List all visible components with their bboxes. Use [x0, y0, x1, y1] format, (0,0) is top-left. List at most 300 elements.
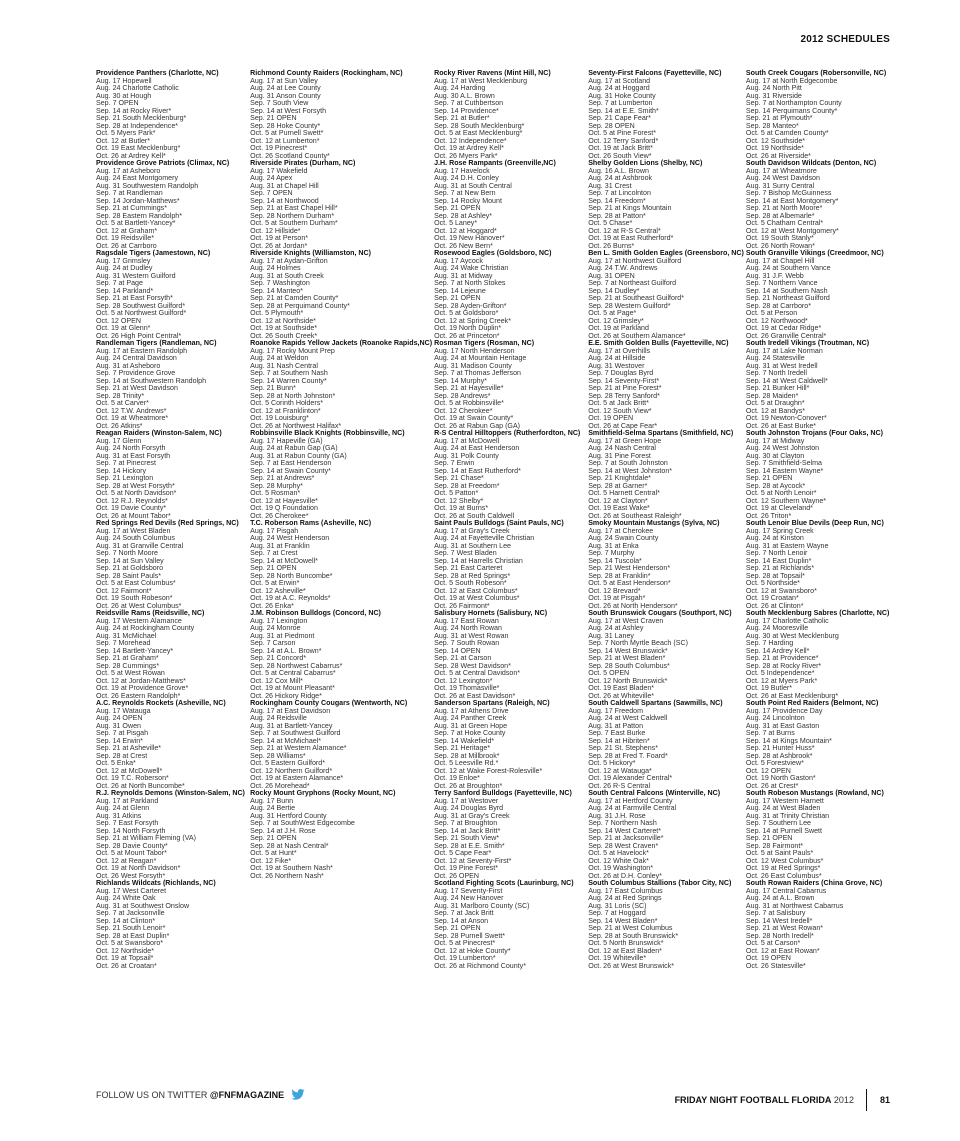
- game-row: Aug. 24 at Kinston: [745, 534, 804, 542]
- game-row: Aug. 17 at Lake Norman: [745, 346, 823, 355]
- team-name: Ben L. Smith Golden Eagles (Greensboro, NC): [588, 249, 744, 257]
- game-row: Sep. 7 Carson: [250, 639, 296, 647]
- game-row: Aug. 17 at Westover: [434, 796, 499, 805]
- team-name: T.C. Roberson Rams (Asheville, NC): [250, 519, 372, 527]
- game-row: Oct. 12 at Hoggard*: [434, 226, 497, 235]
- team-name: Providence Panthers (Charlotte, NC): [96, 69, 219, 77]
- twitter-handle[interactable]: @FNFMAGAZINE: [209, 1090, 285, 1100]
- game-row: Sep. 7 at Randleman: [96, 189, 163, 197]
- game-row: Oct. 26 at Crest*: [745, 781, 799, 790]
- game-row: Sep. 28 at Ashley*: [434, 211, 493, 220]
- game-row: Oct. 26 East Columbus*: [745, 871, 822, 880]
- game-row: Oct. 5 at North Lenoir*: [745, 489, 817, 497]
- game-row: Oct. 12 at Jordan-Matthews*: [96, 676, 186, 685]
- game-row: Oct. 5 at East Henderson*: [588, 579, 671, 587]
- game-row: Sep. 28 Hoke County*: [250, 121, 321, 130]
- team-schedule: [250, 430, 432, 520]
- schedule-column: [588, 70, 744, 1055]
- game-row: Oct. 5 Forestview*: [745, 759, 804, 767]
- game-row: Aug. 24 at Rabun Gap (GA): [250, 444, 338, 452]
- team-schedule: [746, 700, 898, 790]
- game-row: Sep. 7 at North Stokes: [434, 279, 506, 287]
- game-row: Sep. 21 at North Moore*: [745, 204, 823, 212]
- game-row: Aug. 24 at Ashley: [588, 624, 644, 632]
- game-row: Oct. 5 at Pine Forest*: [588, 129, 657, 137]
- game-row: Sep. 28 at South Brunswick*: [588, 931, 679, 940]
- game-row: Aug. 17 at West Mecklenburg: [434, 76, 528, 85]
- game-row: Sep. 7 at Hoke County: [434, 729, 506, 737]
- team-schedule: [434, 250, 586, 340]
- game-row: Aug. 24 West Davidson: [745, 174, 820, 182]
- game-row: Aug. 17 Havelock: [434, 166, 490, 175]
- team-name: South Rowan Raiders (China Grove, NC): [745, 879, 883, 887]
- game-row: Sep. 28 Maiden*: [745, 391, 799, 400]
- page-header: 2012 SCHEDULES: [800, 34, 890, 45]
- team-schedule: [96, 700, 248, 790]
- twitter-bird-icon[interactable]: [291, 1089, 305, 1100]
- game-row: Sep. 21 Bunker Hill*: [745, 384, 810, 392]
- game-row: Sep. 28 OPEN: [588, 121, 635, 130]
- team-schedule: [588, 160, 744, 250]
- game-row: Sep. 14 East Duplin*: [745, 556, 812, 565]
- game-row: Aug. 17 at Sun Valley: [250, 76, 318, 85]
- game-row: Aug. 24 OPEN: [96, 714, 143, 722]
- game-row: Sep. 28 at West Forsyth*: [96, 481, 175, 490]
- game-row: Sep. 21 at Providence*: [745, 654, 819, 662]
- game-row: Sep. 21 South View*: [434, 834, 500, 842]
- game-row: Oct. 5 Corinth Holders*: [250, 399, 324, 407]
- game-row: Aug. 17 at Cherokee: [588, 526, 654, 535]
- game-row: Aug. 24 White Oak: [96, 894, 156, 902]
- team-name: South Granville Vikings (Creedmoor, NC): [745, 249, 884, 257]
- game-row: Sep. 14 at West Forsyth: [250, 106, 327, 115]
- game-row: Sep. 28 at Crest: [96, 751, 148, 760]
- game-row: Sep. 7 at Thomas Jefferson: [434, 369, 521, 377]
- game-row: Aug. 24 Holmes: [250, 264, 301, 272]
- game-row: Aug. 31 at Granville Central: [96, 541, 184, 550]
- game-row: Aug. 31 at Midway: [434, 271, 493, 280]
- team-name: South Creek Cougars (Robersonville, NC): [745, 69, 887, 77]
- game-row: Sep. 7 Northern Vance: [745, 279, 818, 287]
- game-row: Oct. 26 at Riverside*: [745, 151, 811, 160]
- game-row: Oct. 12 Southern Wayne*: [745, 496, 827, 505]
- game-row: Aug. 24 Nash Central: [588, 444, 657, 452]
- game-row: Oct. 12 Independence*: [434, 136, 507, 145]
- game-row: Aug. 17 Watauga: [96, 706, 151, 715]
- game-row: Oct. 12 Hillside*: [250, 226, 301, 235]
- game-row: Oct. 12 T.W. Andrews*: [96, 406, 167, 415]
- game-row: Oct. 12 at Bandys*: [745, 406, 806, 415]
- team-name: Ragsdale Tigers (Jamestown, NC): [96, 249, 211, 257]
- game-row: Aug. 17 West Carteret: [96, 886, 167, 895]
- team-name: South Columbus Stallions (Tabor City, NC): [588, 879, 732, 887]
- team-name: South Central Falcons (Winterville, NC): [588, 789, 721, 797]
- schedule-column: [746, 70, 898, 1055]
- game-row: Oct. 19 at Jack Britt*: [588, 144, 653, 152]
- game-row: Oct. 19 at East Rutherford*: [588, 234, 674, 242]
- game-row: Sep. 7 at SouthWest Edgecombe: [250, 819, 355, 827]
- game-row: Oct. 26 at South Caldwell: [434, 511, 515, 520]
- game-row: Aug. 31 Southwestern Randolph: [96, 181, 199, 190]
- game-row: Sep. 14 at Northwood: [250, 196, 319, 205]
- team-name: Reidsville Rams (Reidsville, NC): [96, 609, 205, 617]
- game-row: Sep. 28 West Craven*: [588, 841, 659, 850]
- game-row: Aug. 17 Wakefield: [250, 166, 308, 175]
- game-row: Oct. 5 Enka*: [96, 759, 136, 767]
- game-row: Aug. 31 Loris (SC): [588, 901, 647, 910]
- game-row: Sep. 28 at Ashbrook*: [745, 751, 813, 760]
- game-row: Aug. 24 at West Bladen: [745, 804, 821, 812]
- game-row: Aug. 24 East Montgomery: [96, 174, 179, 182]
- footer-divider: [866, 1089, 867, 1111]
- game-row: Sep. 7 at Lumberton: [588, 99, 653, 107]
- game-row: Oct. 5 at Hunt*: [250, 849, 297, 857]
- game-row: Sep. 7 at Southwest Guilford: [250, 729, 341, 737]
- game-row: Aug. 31 at Rabun County (GA): [250, 451, 347, 460]
- game-row: Sep. 28 at Aycock*: [745, 481, 806, 490]
- game-row: Sep. 28 at Garner*: [588, 481, 648, 490]
- game-row: Sep. 14 Wakefield*: [434, 736, 495, 745]
- game-row: Oct. 5 at Central Cabarrus*: [250, 669, 336, 677]
- team-name: Rockingham County Cougars (Wentworth, NC): [250, 699, 408, 707]
- schedule-column: [250, 70, 432, 1055]
- game-row: Sep. 7 Washington: [250, 279, 310, 287]
- game-row: Aug. 17 at Parkland: [96, 796, 159, 805]
- game-row: Aug. 31 at Asheboro: [96, 361, 161, 370]
- game-row: Sep. 7 North Myrtle Beach (SC): [588, 639, 688, 647]
- game-row: Sep. 7 at Burns: [745, 729, 795, 737]
- team-name: Scotland Fighting Scots (Laurinburg, NC): [434, 879, 574, 887]
- game-row: Sep. 28 West Davidson*: [434, 661, 511, 670]
- game-row: Oct. 5 Hickory*: [588, 759, 636, 767]
- game-row: Sep. 7 East Burke: [588, 729, 646, 737]
- team-name: Riverside Pirates (Durham, NC): [250, 159, 356, 167]
- game-row: Oct. 5 at East Columbus*: [96, 579, 176, 587]
- game-row: Sep. 21 at Camden County*: [250, 294, 339, 302]
- game-row: Sep. 7 West Bladen: [434, 549, 497, 557]
- game-row: Sep. 21 at Western Alamance*: [250, 744, 347, 752]
- game-row: Sep. 21 OPEN: [745, 834, 793, 842]
- game-row: Sep. 7 at East Henderson: [250, 459, 332, 467]
- team-name: South Robeson Mustangs (Rowland, NC): [745, 789, 884, 797]
- game-row: Sep. 7 Southern Lee: [745, 819, 811, 827]
- team-name: R.J. Reynolds Demons (Winston-Salem, NC): [96, 789, 245, 797]
- game-row: Aug. 24 Reidsville: [250, 714, 307, 722]
- footer-brand: [675, 1089, 890, 1111]
- team-name: Riverside Knights (Williamston, NC): [250, 249, 372, 257]
- game-row: Sep. 14 at McMichael*: [250, 736, 322, 745]
- game-row: Oct. 12 at Butler*: [96, 136, 151, 145]
- game-row: Aug. 24 Monroe: [250, 624, 301, 632]
- game-row: Oct. 26 Northern Nash*: [250, 871, 324, 880]
- team-schedule: [746, 160, 898, 250]
- team-schedule: [746, 880, 898, 970]
- game-row: Oct. 26 at Princeton*: [434, 331, 500, 340]
- game-row: Sep. 14 at Clinton*: [96, 916, 156, 925]
- game-row: Oct. 19 Whiteville*: [588, 954, 647, 962]
- team-name: Terry Sanford Bulldogs (Fayetteville, NC): [434, 789, 572, 797]
- game-row: Aug. 24 at Weldon: [250, 354, 309, 362]
- game-row: Aug. 31 Crest: [588, 181, 632, 190]
- game-row: Oct. 19 North Duplin*: [434, 324, 502, 332]
- game-row: Oct. 5 South Robeson*: [434, 579, 507, 587]
- game-row: Sep. 28 at Rocky River*: [745, 661, 822, 670]
- team-name: Smithfield-Selma Spartans (Smithfield, NC): [588, 429, 734, 437]
- game-row: Sep. 14 Lejeune: [434, 286, 486, 295]
- team-name: South Lenoir Blue Devils (Deep Run, NC): [745, 519, 884, 527]
- game-row: Aug. 17 at Aydan-Grifton: [250, 256, 328, 265]
- game-row: Oct. 19 at Burns*: [434, 504, 489, 512]
- footer: [96, 1085, 890, 1105]
- team-name: Rocky Mount Gryphons (Rocky Mount, NC): [250, 789, 396, 797]
- game-row: Sep. 21 at Asheville*: [96, 744, 162, 752]
- game-row: Sep. 21 at Richlands*: [745, 564, 815, 572]
- game-row: Oct. 19 New Hanover*: [434, 234, 505, 242]
- team-schedule: [588, 700, 744, 790]
- game-row: Sep. 14 at A.L. Brown*: [250, 646, 322, 655]
- game-row: Sep. 28 at Perquimand County*: [250, 301, 350, 310]
- game-row: Sep. 7 OPEN: [250, 189, 293, 197]
- game-row: Sep. 14 West Brunswick*: [588, 646, 668, 655]
- game-row: Aug. 17 at Midway: [745, 436, 805, 445]
- game-row: Sep. 28 Andrews*: [434, 391, 491, 400]
- game-row: Oct. 5 at Swansboro*: [96, 939, 164, 947]
- team-schedule: [250, 250, 432, 340]
- game-row: Oct. 5 Plymouth*: [250, 309, 304, 317]
- game-row: Sep. 14 at Southern Nash: [745, 286, 828, 295]
- game-row: Aug. 31 Hertford County: [250, 811, 327, 820]
- team-schedule: [746, 790, 898, 880]
- game-row: Sep. 14 Jordan-Matthews*: [96, 196, 180, 205]
- game-row: Aug. 17 at Eastern Randolph: [96, 346, 188, 355]
- game-row: Aug. 17 at West Bladen: [96, 526, 171, 535]
- game-row: Aug. 17 at North Edgecombe: [745, 76, 838, 85]
- game-row: Sep. 28 at Independence*: [96, 121, 179, 130]
- game-row: Oct. 12 at Watauga*: [588, 766, 652, 775]
- game-row: Sep. 28 at Fred T. Foard*: [588, 751, 668, 760]
- game-row: Oct. 26 at North Buncombe*: [96, 781, 185, 790]
- game-row: Sep. 14 West Iredell*: [745, 916, 813, 925]
- game-row: Aug. 31 at Patton: [588, 721, 644, 730]
- team-name: Randleman Tigers (Randleman, NC): [96, 339, 217, 347]
- game-row: Aug. 17 Pisgah: [250, 526, 299, 535]
- game-row: Aug. 31 Pine Forest: [588, 451, 651, 460]
- game-row: Oct. 5 at Pinecrest*: [434, 939, 496, 947]
- game-row: Sep. 7 Providence Grove: [96, 369, 176, 377]
- game-row: Oct. 5 Laney*: [434, 219, 478, 227]
- game-row: Aug. 31 Nash Central: [250, 361, 318, 370]
- team-schedule: [96, 790, 248, 880]
- game-row: Oct. 12 at East Columbus*: [434, 586, 518, 595]
- game-row: Aug. 17 at Hertford County: [588, 796, 673, 805]
- game-row: Oct. 12 Cox Mill*: [250, 676, 303, 685]
- game-row: Oct. 12 at McDowell*: [96, 766, 163, 775]
- game-row: Aug. 31 at South Creek: [250, 271, 324, 280]
- game-row: Aug. 17 at Northwest Guilford: [588, 256, 682, 265]
- team-name: Seventy-First Falcons (Fayetteville, NC): [588, 69, 722, 77]
- team-name: South Brunswick Cougars (Southport, NC): [588, 609, 732, 617]
- game-row: Sep. 28 at Carrboro*: [745, 301, 811, 310]
- game-row: Aug. 17 Hapeville (GA): [250, 436, 323, 445]
- game-row: Oct. 19 North Gaston*: [745, 774, 816, 782]
- game-row: Oct. 19 at Topsail*: [96, 954, 154, 962]
- game-row: Oct. 5 Patton*: [434, 489, 479, 497]
- game-row: Oct. 12 at Clayton*: [588, 496, 648, 505]
- game-row: Aug. 17 at Wheatmore: [745, 166, 817, 175]
- game-row: Oct. 12 at Wake Forest-Rolesville*: [434, 766, 543, 775]
- game-row: Aug. 17 North Henderson: [434, 346, 515, 355]
- game-row: Sep. 28 at Red Springs*: [434, 571, 511, 580]
- team-schedule: [588, 250, 744, 340]
- game-row: Sep. 14 Perquimans County*: [745, 106, 838, 115]
- game-row: Oct. 5 at Bartlett-Yancey*: [96, 219, 176, 227]
- game-row: Oct. 26 at West Columbus*: [96, 601, 182, 610]
- team-schedule: [588, 430, 744, 520]
- team-name: J.H. Rose Rampants (Greenville,NC): [434, 159, 556, 167]
- game-row: Oct. 5 Cape Fear*: [434, 849, 492, 857]
- game-row: Oct. 5 at Jack Britt*: [588, 399, 649, 407]
- game-row: Sep. 7 Murphy: [588, 549, 635, 557]
- game-row: Oct. 5 Leesville Rd.*: [434, 759, 499, 767]
- game-row: Sep. 21 St. Stephens*: [588, 744, 658, 752]
- game-row: Aug. 31 OPEN: [588, 271, 635, 280]
- game-row: Sep. 21 Concord*: [250, 654, 307, 662]
- team-name: Salisbury Hornets (Salisbury, NC): [434, 609, 548, 617]
- game-row: Aug. 24 at Southern Vance: [745, 264, 831, 272]
- game-row: Sep. 21 OPEN: [434, 924, 481, 932]
- game-row: Oct. 19 East Bladen*: [588, 684, 655, 692]
- game-row: Aug. 31 Madison County: [434, 361, 512, 370]
- game-row: Sep. 14 at West Caldwell*: [745, 376, 828, 385]
- team-schedule: [588, 790, 744, 880]
- game-row: Sep. 7 at Northampton County: [745, 99, 842, 107]
- game-row: Aug. 17 Western Alamance: [96, 616, 182, 625]
- game-row: Oct. 5 at Central Davidson*: [434, 669, 521, 677]
- game-row: Aug. 30 at Clayton: [745, 451, 805, 460]
- game-row: Oct. 26 Atkins*: [96, 421, 143, 430]
- game-row: Oct. 19 Thomasville*: [434, 684, 500, 692]
- game-row: Oct. 26 at D.H. Conley*: [588, 871, 662, 880]
- game-row: Oct. 26 at Whiteville*: [588, 691, 655, 700]
- game-row: Sep. 21 at West Rowan*: [745, 924, 824, 932]
- game-row: Aug. 24 at Fayetteville Christian: [434, 534, 535, 542]
- game-row: Sep. 7 at Hoggard: [588, 909, 646, 917]
- game-row: Oct. 26 at Carrboro: [96, 241, 157, 250]
- game-row: Oct. 12 at Franklinton*: [250, 406, 321, 415]
- game-row: Oct. 5 Harnett Central*: [588, 489, 660, 497]
- game-row: Oct. 26 at Rabun Gap (GA): [434, 421, 521, 430]
- game-row: Oct. 19 at Glenn*: [96, 324, 151, 332]
- game-row: Oct. 12 at Lumberton*: [250, 136, 320, 145]
- game-row: Oct. 19 Lumberton*: [434, 954, 496, 962]
- game-row: Aug. 31 Atkins: [96, 811, 142, 820]
- team-schedule: [250, 70, 432, 160]
- game-row: Oct. 19 Croatan*: [745, 594, 799, 602]
- game-row: Aug. 24 Lincolnton: [745, 714, 805, 722]
- game-row: Sep. 14 Tuscola*: [588, 556, 642, 565]
- game-row: Oct. 26 Cherokee*: [250, 511, 309, 520]
- game-row: Oct. 12 at Myers Park*: [745, 676, 818, 685]
- game-row: Oct. 5 Chatham Central*: [745, 219, 824, 227]
- game-row: Oct. 19 at A.C. Reynolds*: [250, 594, 331, 602]
- team-schedule: [588, 70, 744, 160]
- team-schedule: [746, 430, 898, 520]
- game-row: Aug. 24 at West Caldwell: [588, 714, 668, 722]
- game-row: Aug. 24 at East Henderson: [434, 444, 520, 452]
- game-row: Sep. 21 OPEN: [434, 294, 481, 302]
- game-row: Sep. 21 at East Forsyth*: [96, 294, 173, 302]
- game-row: Oct. 12 OPEN: [745, 766, 791, 775]
- game-row: Oct. 19 at Cleveland*: [745, 504, 813, 512]
- game-row: Sep. 7 North Iredell: [745, 369, 808, 377]
- game-row: Oct. 5 at Southern Durham*: [250, 219, 338, 227]
- game-row: Aug. 17 East Rowan: [434, 616, 499, 625]
- game-row: Sep. 14 at Harrells Christian: [434, 556, 523, 565]
- game-row: Aug. 24 New Hanover: [434, 894, 504, 902]
- game-row: Sep. 28 Purnell Swett*: [434, 931, 506, 940]
- game-row: Oct. 19 Washington*: [588, 864, 653, 872]
- game-row: Aug. 31 at West Rowan: [434, 631, 509, 640]
- game-row: Oct. 19 Northside*: [745, 144, 804, 152]
- team-schedule: [434, 430, 586, 520]
- game-row: Sep. 7 at Pisgah: [96, 729, 149, 737]
- schedule-column: [434, 70, 586, 1055]
- game-row: Oct. 26 at Southeast Raleigh*: [588, 511, 682, 520]
- game-row: Sep. 7 OPEN: [96, 99, 139, 107]
- game-row: Oct. 12 at Reagan*: [96, 856, 157, 865]
- game-row: Sep. 21 at West Columbus: [588, 924, 673, 932]
- team-schedule: [96, 520, 248, 610]
- game-row: Sep. 28 at Franklin*: [588, 571, 651, 580]
- game-row: Oct. 12 at East Bladen*: [588, 946, 662, 955]
- team-schedule: [434, 520, 586, 610]
- game-row: Sep. 7 at Broughton: [434, 819, 498, 827]
- game-row: Aug. 17 at Scotland: [588, 76, 651, 85]
- game-row: Sep. 28 at Topsail*: [745, 571, 805, 580]
- team-schedule: [250, 160, 432, 250]
- game-row: Sep. 14 at Anson: [434, 916, 489, 925]
- game-row: Oct. 5 at North Davidson*: [96, 489, 177, 497]
- footer-follow: [96, 1089, 305, 1100]
- game-row: Aug. 31 Anson County: [250, 91, 321, 100]
- game-row: Aug. 24 at Mountain Heritage: [434, 354, 527, 362]
- game-row: Sep. 28 North Buncombe*: [250, 571, 333, 580]
- game-row: Sep. 21 at Plymouth*: [745, 114, 813, 122]
- game-row: Aug. 31 at Southern Lee: [434, 541, 512, 550]
- game-row: Oct. 5 North Brunswick*: [588, 939, 664, 947]
- game-row: Sep. 21 East Carteret: [434, 564, 503, 572]
- game-row: Aug. 24 at Glenn: [96, 804, 150, 812]
- game-row: Sep. 28 Ayden-Grifton*: [434, 301, 507, 310]
- game-row: Oct. 26 South View*: [588, 151, 652, 160]
- game-row: Aug. 31 Marlboro County (SC): [434, 901, 530, 910]
- team-name: E.E. Smith Golden Bulls (Fayetteville, NC): [588, 339, 729, 347]
- game-row: Oct. 19 Pine Forest*: [434, 864, 498, 872]
- game-row: Oct. 26 OPEN: [434, 871, 480, 880]
- game-row: Sep. 28 North Iredell*: [745, 931, 814, 940]
- game-row: Aug. 31 at Northwest Cabarrus: [745, 901, 844, 910]
- game-row: Aug. 24 at A.L. Brown: [745, 894, 815, 902]
- team-name: South Davidson Wildcats (Denton, NC): [745, 159, 877, 167]
- game-row: Sep. 28 at Patton*: [588, 211, 646, 220]
- game-row: Sep. 21 at Goldsboro: [96, 564, 164, 572]
- game-row: Sep. 7 at Crest: [250, 549, 298, 557]
- game-row: Oct. 26 West Forsyth*: [96, 871, 166, 880]
- game-row: Oct. 26 Fairmont*: [434, 601, 490, 610]
- game-row: Oct. 12 Grimsley*: [588, 316, 644, 325]
- team-name: Robbinsville Black Knights (Robbinsville, NC): [250, 429, 405, 437]
- game-row: Oct. 12 Northwood*: [745, 316, 808, 325]
